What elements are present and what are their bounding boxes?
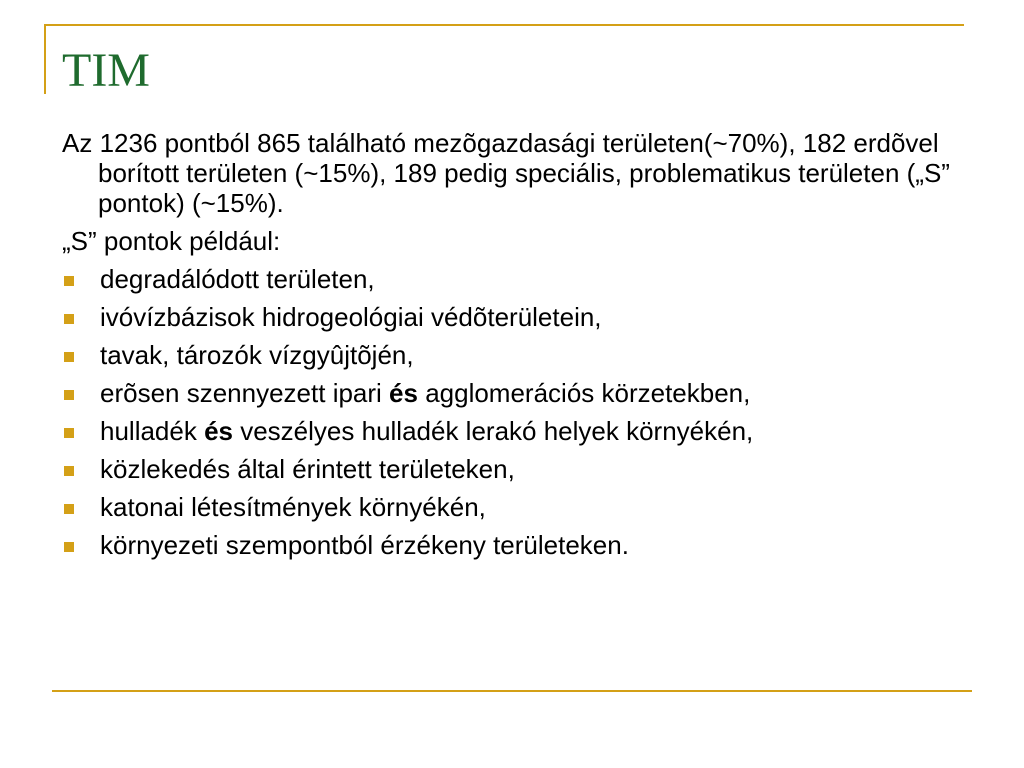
intro-paragraph: Az 1236 pontból 865 található mezõgazdasági területen(~70%), 182 erdõvel borított területen (~15%), 189 pedig speciális, problematikus területen („S” pontok) (~15%). bbox=[62, 128, 950, 218]
bullet-text: katonai létesítmények környékén, bbox=[100, 492, 486, 522]
bullet-item bbox=[62, 264, 982, 294]
bullet-text-bold: és bbox=[389, 378, 418, 408]
square-bullet-icon bbox=[64, 542, 74, 552]
bullet-item bbox=[62, 454, 982, 484]
bullet-item bbox=[62, 492, 982, 522]
square-bullet-icon bbox=[64, 352, 74, 362]
bullet-text-before: hulladék bbox=[100, 416, 205, 446]
bullet-text: ivóvízbázisok hidrogeológiai védõterületein, bbox=[100, 302, 602, 332]
bullet-list bbox=[62, 264, 982, 560]
bullet-text-bold: és bbox=[204, 416, 233, 446]
square-bullet-icon bbox=[64, 390, 74, 400]
bottom-border-line bbox=[52, 690, 972, 692]
bullet-text-before: erõsen szennyezett ipari bbox=[100, 378, 390, 408]
bullet-text-after: veszélyes hulladék lerakó helyek környékén, bbox=[233, 416, 754, 446]
bullet-text: környezeti szempontból érzékeny területeken. bbox=[100, 530, 629, 560]
slide-body bbox=[62, 128, 982, 568]
bullet-text: közlekedés által érintett területeken, bbox=[100, 454, 515, 484]
square-bullet-icon bbox=[64, 466, 74, 476]
bullet-item bbox=[62, 378, 982, 408]
square-bullet-icon bbox=[64, 504, 74, 514]
bullet-text-after: agglomerációs körzetekben, bbox=[417, 378, 751, 408]
top-border-line bbox=[44, 24, 964, 26]
square-bullet-icon bbox=[64, 276, 74, 286]
bullet-text: tavak, tározók vízgyûjtõjén, bbox=[100, 340, 414, 370]
slide-title: TIM bbox=[62, 44, 150, 97]
square-bullet-icon bbox=[64, 314, 74, 324]
square-bullet-icon bbox=[64, 428, 74, 438]
left-border-line bbox=[44, 24, 46, 94]
bullet-item bbox=[62, 302, 982, 332]
bullet-item bbox=[62, 530, 982, 560]
bullet-item bbox=[62, 340, 982, 370]
bullet-text: degradálódott területen, bbox=[100, 264, 375, 294]
bullet-item bbox=[62, 416, 982, 446]
s-points-heading: „S” pontok például: bbox=[62, 226, 281, 256]
